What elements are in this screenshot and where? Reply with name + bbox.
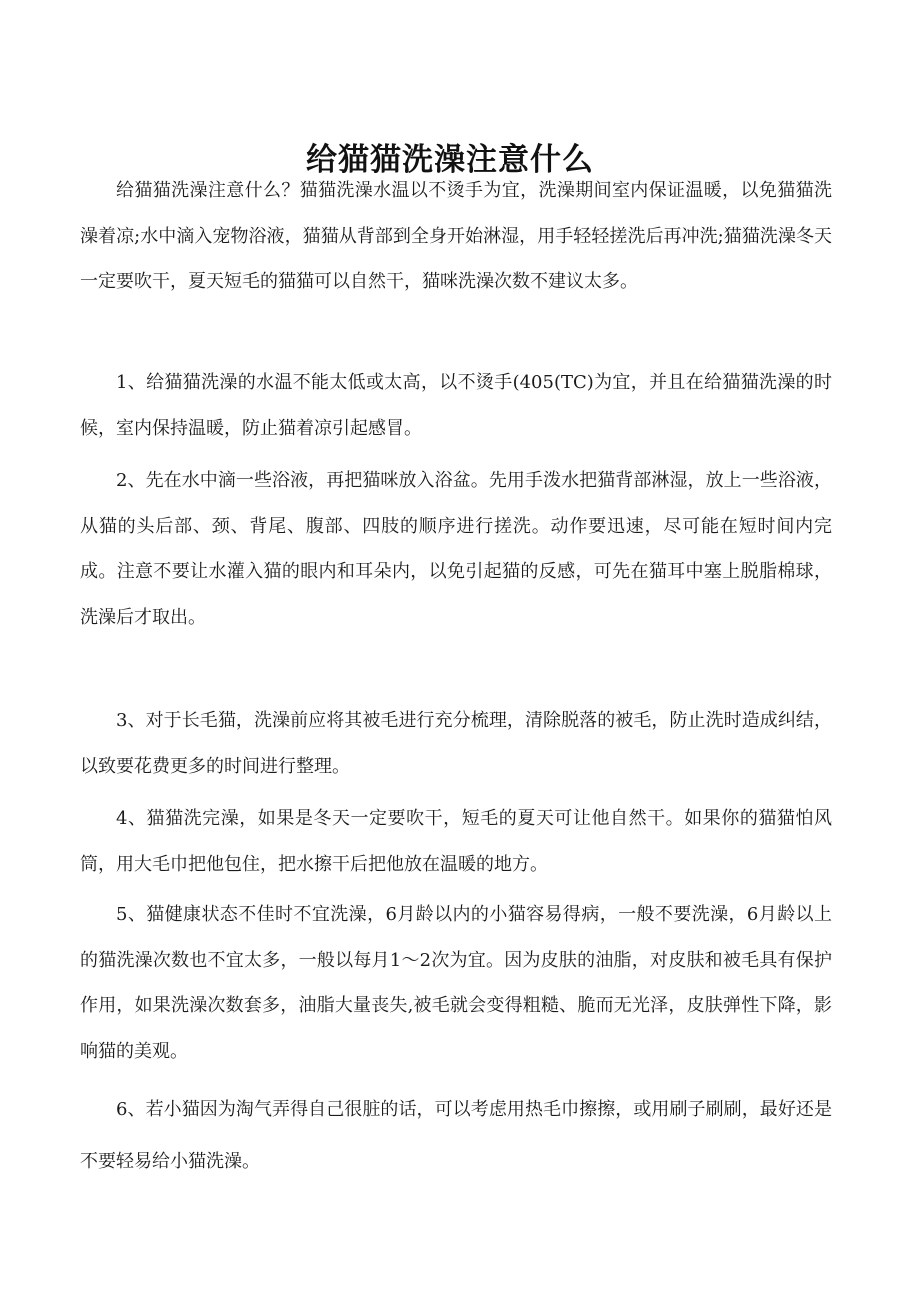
tip-paragraph-6: 6、若小猫因为淘气弄得自己很脏的话，可以考虑用热毛巾擦擦，或用刷子刷刷，最好还是不要轻易给小猫洗澡。	[80, 1099, 832, 1172]
tip-paragraph-4: 4、猫猫洗完澡，如果是冬天一定要吹干，短毛的夏天可让他自然干。如果你的猫猫怕风筒，用大毛巾把他包住，把水擦干后把他放在温暖的地方。	[80, 808, 832, 875]
intro-paragraph: 给猫猫洗澡注意什么？猫猫洗澡水温以不烫手为宜，洗澡期间室内保证温暖，以免猫猫洗澡着凉;水中滴入宠物浴液，猫猫从背部到全身开始淋湿，用手轻轻搓洗后再冲洗;猫猫洗澡冬天一定要吹干，夏天短毛的猫猫可以自然干，猫咪洗澡次数不建议太多。	[80, 180, 832, 292]
document-title: 给猫猫洗澡注意什么	[306, 141, 594, 178]
tip-paragraph-1: 1、给猫猫洗澡的水温不能太低或太高，以不烫手(405(TC)为宜，并且在给猫猫洗澡的时候，室内保持温暖，防止猫着凉引起感冒。	[80, 372, 832, 439]
tip-paragraph-5: 5、猫健康状态不佳时不宜洗澡，6月龄以内的小猫容易得病，一般不要洗澡，6月龄以上的猫洗澡次数也不宜太多，一般以每月1～2次为宜。因为皮肤的油脂，对皮肤和被毛具有保护作用，如果洗澡次数套多，油脂大量丧失,被毛就会变得粗糙、脆而无光泽，皮肤弹性下降，影响猫的美观。	[80, 904, 832, 1062]
tip-paragraph-2: 2、先在水中滴一些浴液，再把猫咪放入浴盆。先用手泼水把猫背部淋湿，放上一些浴液，从猫的头后部、颈、背尾、腹部、四肢的顺序进行搓洗。动作要迅速，尽可能在短时间内完成。注意不要让水灌入猫的眼内和耳朵内，以免引起猫的反感，可先在猫耳中塞上脱脂棉球，洗澡后才取出。	[80, 470, 832, 628]
tip-paragraph-3: 3、对于长毛猫，洗澡前应将其被毛进行充分梳理，清除脱落的被毛，防止洗时造成纠结，以致要花费更多的时间进行整理。	[80, 710, 832, 777]
